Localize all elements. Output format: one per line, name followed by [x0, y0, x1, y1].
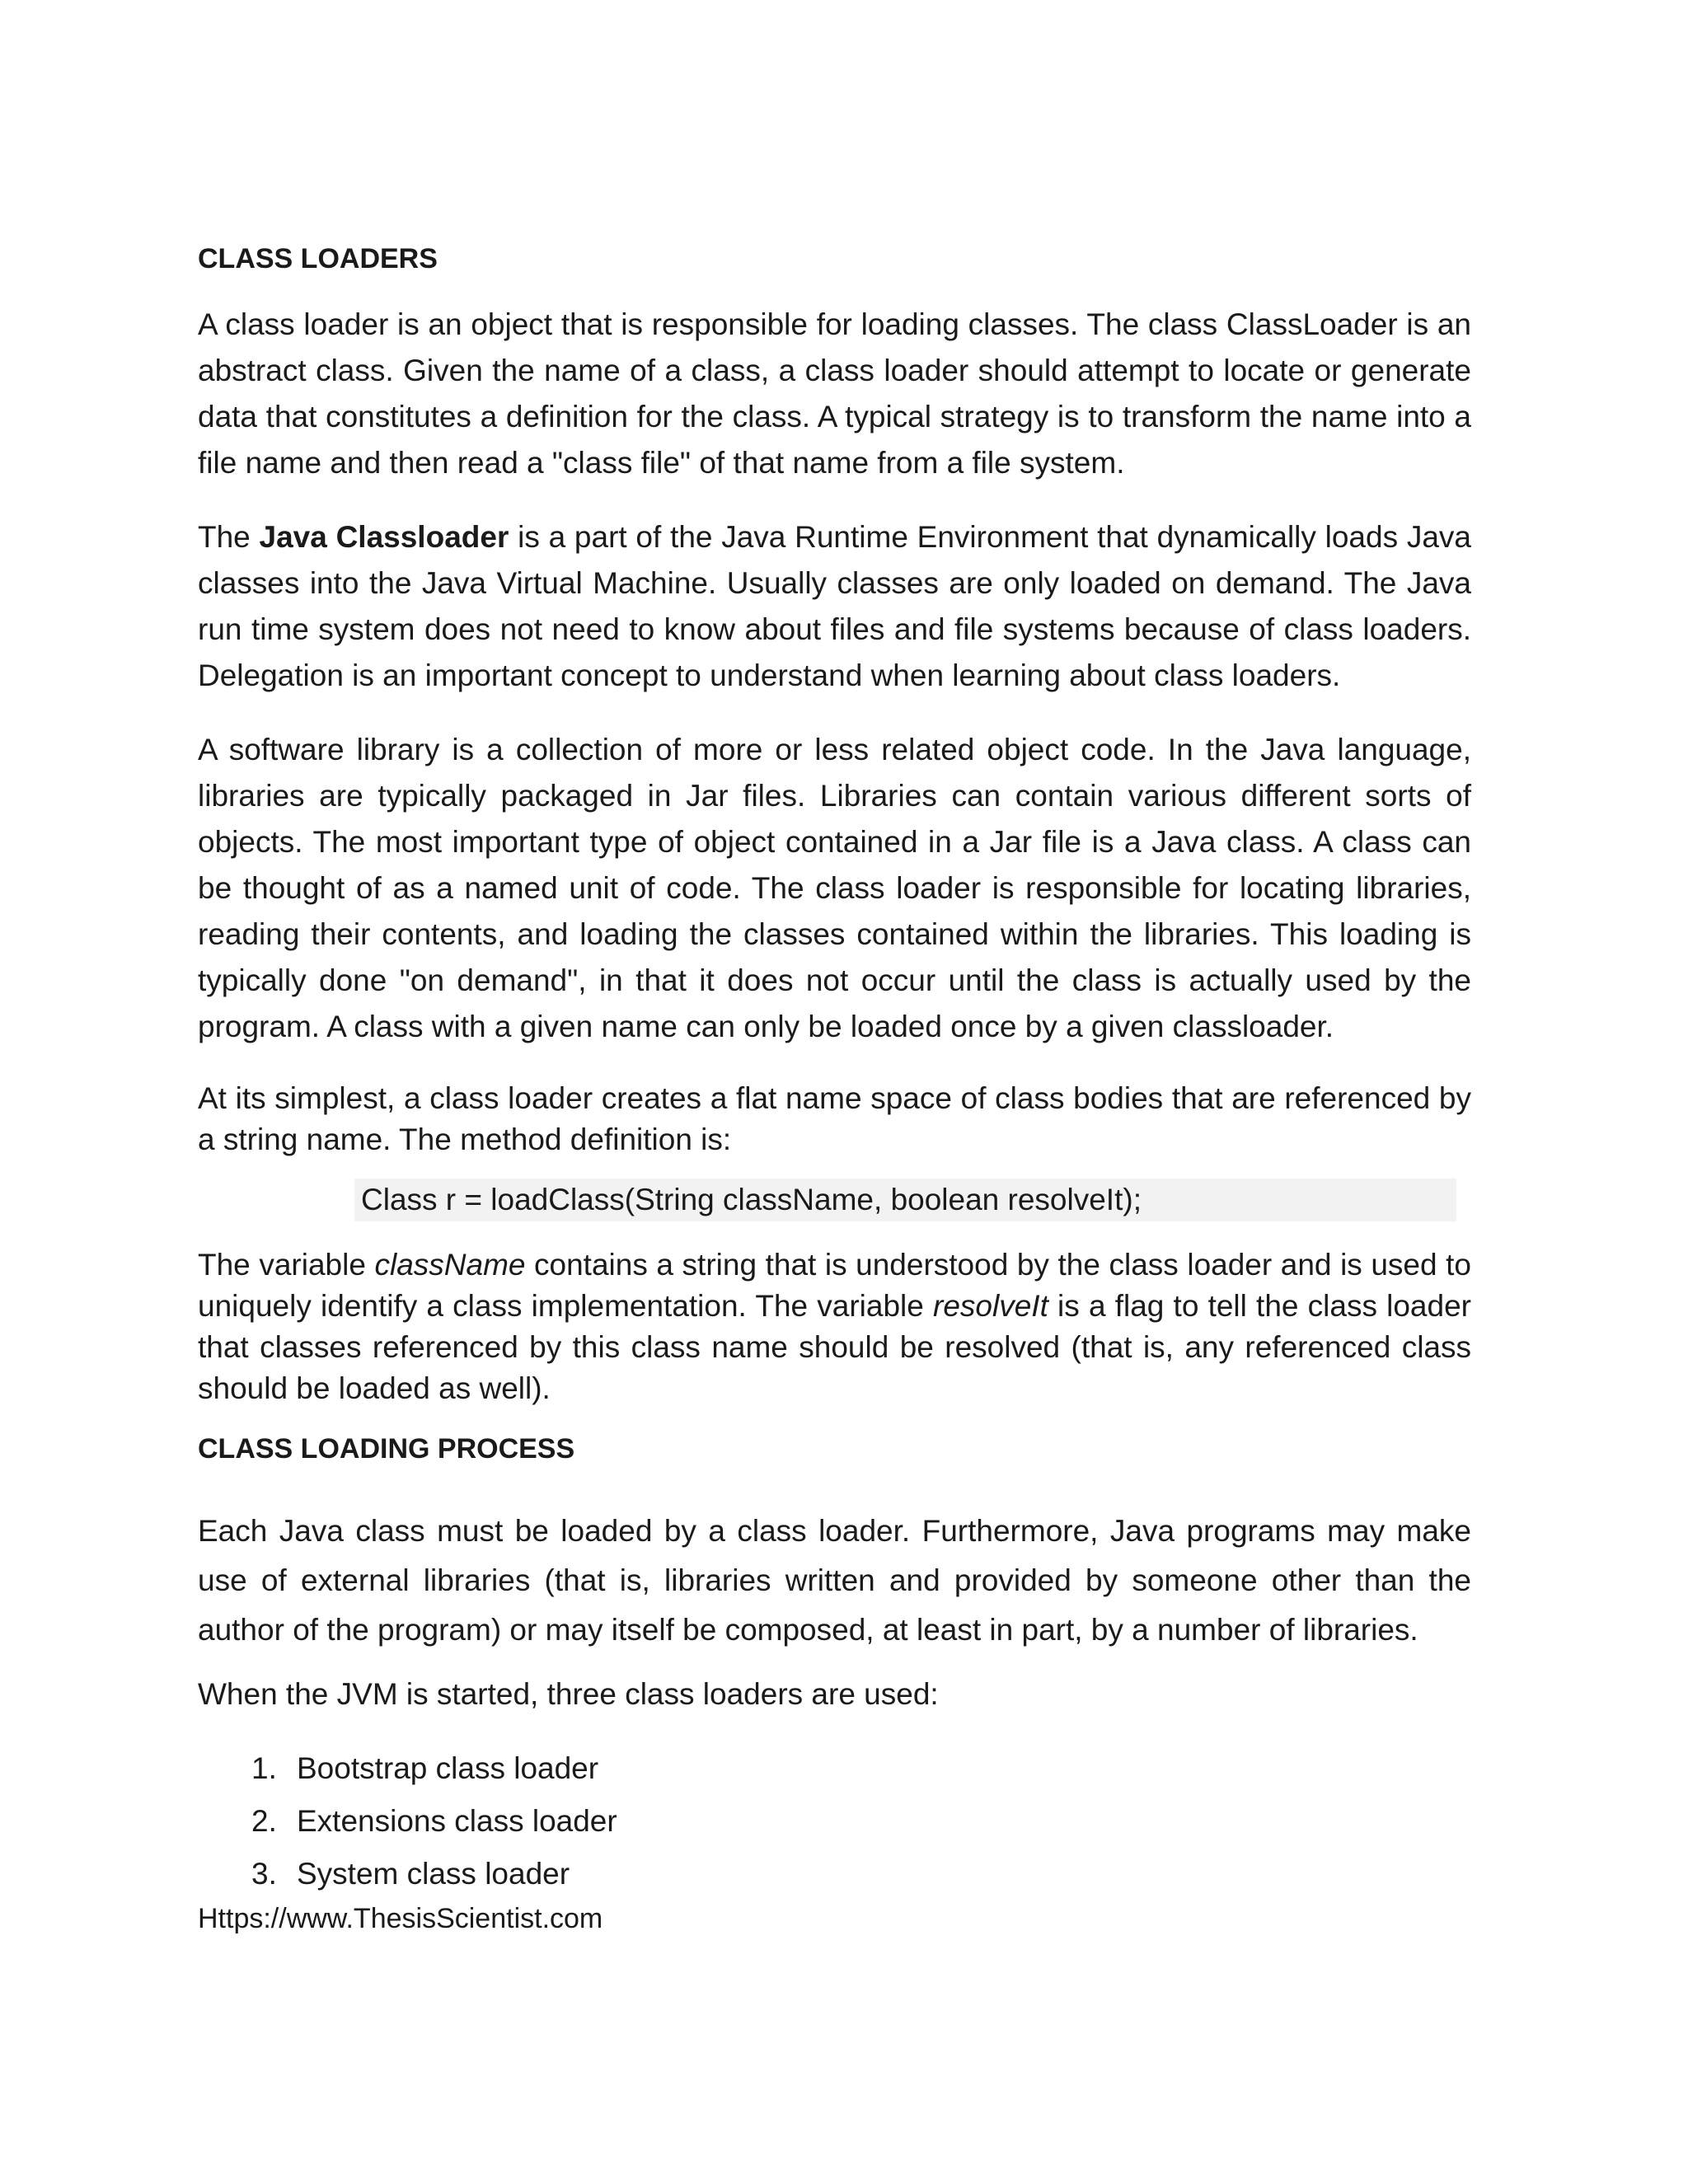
paragraph-java-classloader [198, 514, 1471, 699]
list-item-system [198, 1848, 1471, 1900]
paragraph-software-library: A software library is a collection of more or less related object code. In the Java language, libraries are typically packaged in Jar files. Libraries can contain various different sorts of objects. The most important type of object contained in a Jar file is a Java class. A class can be thought of as a named unit of code. The class loader is responsible for locating libraries, reading their contents, and loading the classes contained within the libraries. This loading is typically done "on demand", in that it does not occur until the class is actually used by the program. A class with a given name can only be loaded once by a given classloader. [198, 733, 1471, 1043]
paragraph-text: The variable [198, 1248, 375, 1282]
paragraph-text: The [198, 520, 260, 554]
paragraph-class-loader-definition: A class loader is an object that is responsible for loading classes. The class ClassLoader is an abstract class. Given the name of a class, a class loader should attempt to locate or generate data that constitutes a definition for the class. A typical strategy is to transform the name into a file name and then read a "class file" of that name from a file system. [198, 307, 1471, 480]
list-item-extensions [198, 1795, 1471, 1848]
list-item-number: 3. [251, 1857, 277, 1891]
paragraph-variables [198, 1244, 1471, 1409]
paragraph-class-loading-overview: Each Java class must be loaded by a class loader. Furthermore, Java programs may make use of external libraries (that is, libraries written and provided by someone other than the author of the program) or may itself be composed, at least in part, by a number of libraries. [198, 1514, 1471, 1647]
section-heading-class-loaders: CLASS LOADERS [198, 243, 438, 274]
footer-url: Https://www.ThesisScientist.com [198, 1903, 603, 1934]
list-item-text: Extensions class loader [297, 1804, 617, 1838]
section-heading-class-loading-process: CLASS LOADING PROCESS [198, 1433, 575, 1465]
paragraph-three-loaders-intro: When the JVM is started, three class loaders are used: [198, 1677, 939, 1711]
paragraph-text: is a part of the Java Runtime Environment that dynamically loads Java classes into the Java Virtual Machine. Usually classes are only loaded on demand. The Java run time system does not need to know about files and file systems because of class loaders. Delegation is an important concept to understand when learning about class loaders. [198, 520, 1471, 692]
list-item-text: Bootstrap class loader [297, 1751, 599, 1785]
italic-term-resolveit: resolveIt [933, 1289, 1048, 1323]
italic-term-classname: className [374, 1248, 526, 1282]
list-item-number: 1. [251, 1751, 277, 1785]
code-snippet-loadclass: Class r = loadClass(String className, boolean resolveIt); [354, 1179, 1456, 1221]
document-content [198, 239, 1471, 1937]
list-item-text: System class loader [297, 1857, 570, 1891]
paragraph-text: is a flag to tell the class loader that classes referenced by this class name should be resolved (that is, any referenced class should be loaded as well). [198, 1289, 1471, 1405]
bold-term-java-classloader: Java Classloader [259, 520, 509, 554]
list-item-bootstrap [198, 1742, 1471, 1795]
paragraph-method-definition: At its simplest, a class loader creates a flat name space of class bodies that are referenced by a string name. The method definition is: [198, 1081, 1471, 1156]
class-loader-list [198, 1742, 1471, 1900]
list-item-number: 2. [251, 1804, 277, 1838]
paragraph-text: contains a string that is understood by the class loader and is used to uniquely identify a class implementation. The variable [198, 1248, 1472, 1323]
